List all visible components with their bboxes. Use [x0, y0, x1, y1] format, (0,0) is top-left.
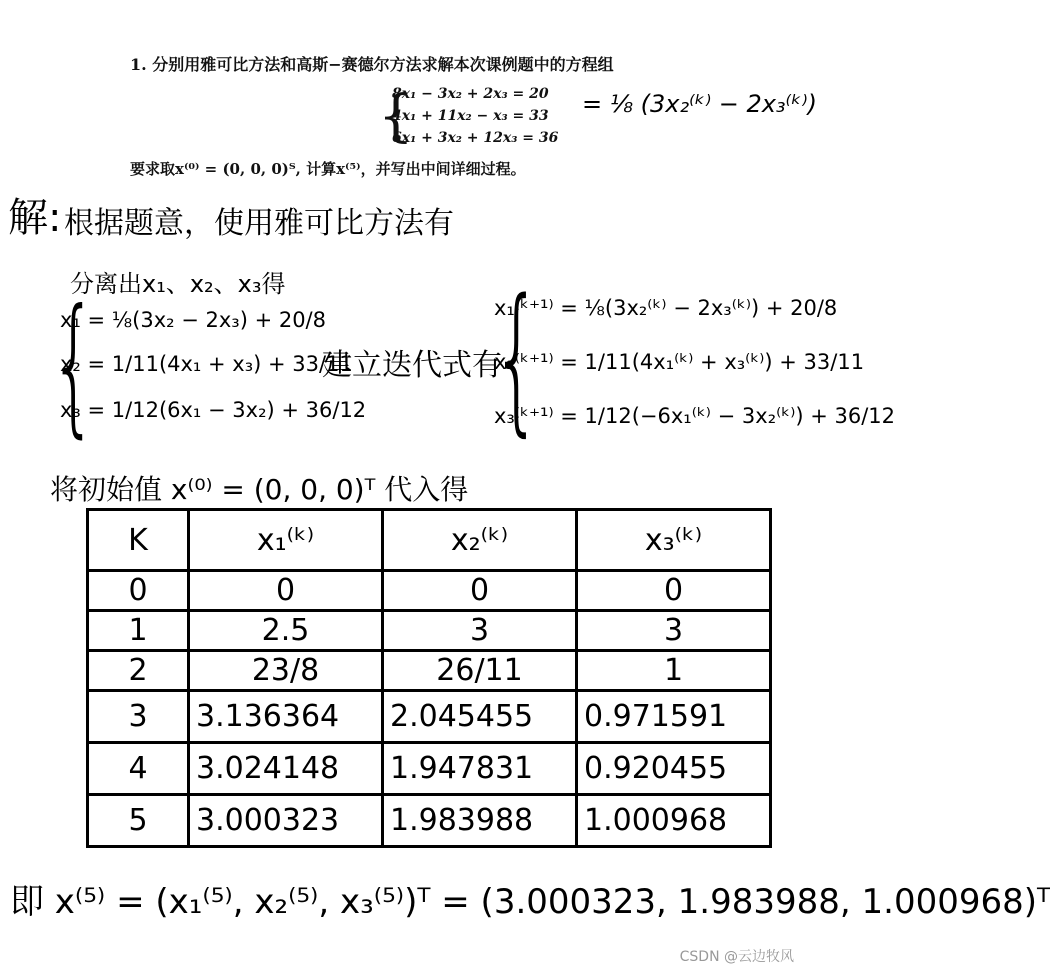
table-cell: 0: [88, 571, 189, 611]
table-row: [88, 795, 771, 847]
problem-requirement: 要求取x⁽⁰⁾ = (0, 0, 0)ᵀ, 计算x⁽⁵⁾，并写出中间详细过程。: [130, 160, 526, 178]
solution-heading: 解:: [8, 195, 62, 241]
right-brace: {: [491, 264, 543, 451]
iteration-equation-1: x₁⁽ᵏ⁺¹⁾ = ⅛(3x₂⁽ᵏ⁾ − 2x₃⁽ᵏ⁾) + 20/8: [494, 296, 838, 320]
table-cell: 2.5: [189, 611, 383, 651]
table-cell: 2.045455: [383, 691, 577, 743]
table-cell: 26/11: [383, 651, 577, 691]
handwritten-overlay: = ⅛ (3x₂⁽ᵏ⁾ − 2x₃⁽ᵏ⁾): [582, 90, 817, 118]
table-cell: 3: [577, 611, 771, 651]
system-brace: {: [378, 84, 414, 149]
table-cell: 1: [577, 651, 771, 691]
equation-3: 6x₁ + 3x₂ + 12x₃ = 36: [392, 130, 559, 146]
table-cell: 1.947831: [383, 743, 577, 795]
final-result: 即 x⁽⁵⁾ = (x₁⁽⁵⁾, x₂⁽⁵⁾, x₃⁽⁵⁾)ᵀ = (3.000323, 1.983988, 1.000968)ᵀ: [10, 882, 1050, 922]
table-cell: 3.000323: [189, 795, 383, 847]
header-k: K: [88, 510, 189, 571]
left-brace: {: [49, 278, 98, 452]
iteration-equation-2: x₂⁽ᵏ⁺¹⁾ = 1/11(4x₁⁽ᵏ⁾ + x₃⁽ᵏ⁾) + 33/11: [494, 350, 865, 374]
table-row: [88, 743, 771, 795]
iteration-equation-3: x₃⁽ᵏ⁺¹⁾ = 1/12(−6x₁⁽ᵏ⁾ − 3x₂⁽ᵏ⁾) + 36/12: [494, 404, 896, 428]
table-cell: 23/8: [189, 651, 383, 691]
header-x2: x₂⁽ᵏ⁾: [383, 510, 577, 571]
table-row: [88, 571, 771, 611]
table-row: [88, 611, 771, 651]
table-header-row: [88, 510, 771, 571]
initial-value-text: 将初始值 x⁽⁰⁾ = (0, 0, 0)ᵀ 代入得: [50, 473, 469, 506]
table-cell: 0: [383, 571, 577, 611]
table-row: [88, 691, 771, 743]
equation-2: 4x₁ + 11x₂ − x₃ = 33: [392, 108, 549, 124]
table-cell: 3.136364: [189, 691, 383, 743]
table-cell: 3.024148: [189, 743, 383, 795]
separation-text: 分离出x₁、x₂、x₃得: [70, 270, 286, 298]
table-cell: 1.983988: [383, 795, 577, 847]
table-cell: 5: [88, 795, 189, 847]
watermark: CSDN @云边牧风: [679, 949, 794, 965]
table-cell: 2: [88, 651, 189, 691]
build-iteration-text: 建立迭代式有: [322, 348, 502, 383]
left-equation-2: x₂ = 1/11(4x₁ + x₃) + 33/11: [60, 352, 353, 376]
table-cell: 4: [88, 743, 189, 795]
problem-title: 1. 分别用雅可比方法和高斯−赛德尔方法求解本次课例题中的方程组: [130, 55, 614, 74]
table-cell: 0.971591: [577, 691, 771, 743]
table-cell: 3: [88, 691, 189, 743]
table-cell: 3: [383, 611, 577, 651]
solution-intro: 根据题意，使用雅可比方法有: [64, 206, 454, 241]
header-x1: x₁⁽ᵏ⁾: [189, 510, 383, 571]
equation-1: 8x₁ − 3x₂ + 2x₃ = 20: [392, 86, 549, 102]
table-row: [88, 651, 771, 691]
header-x3: x₃⁽ᵏ⁾: [577, 510, 771, 571]
table-cell: 1.000968: [577, 795, 771, 847]
table-cell: 1: [88, 611, 189, 651]
table-cell: 0.920455: [577, 743, 771, 795]
left-equation-1: x₁ = ⅛(3x₂ − 2x₃) + 20/8: [60, 308, 326, 332]
left-equation-3: x₃ = 1/12(6x₁ − 3x₂) + 36/12: [60, 398, 367, 422]
table-cell: 0: [189, 571, 383, 611]
iteration-table: [86, 508, 772, 848]
table-cell: 0: [577, 571, 771, 611]
